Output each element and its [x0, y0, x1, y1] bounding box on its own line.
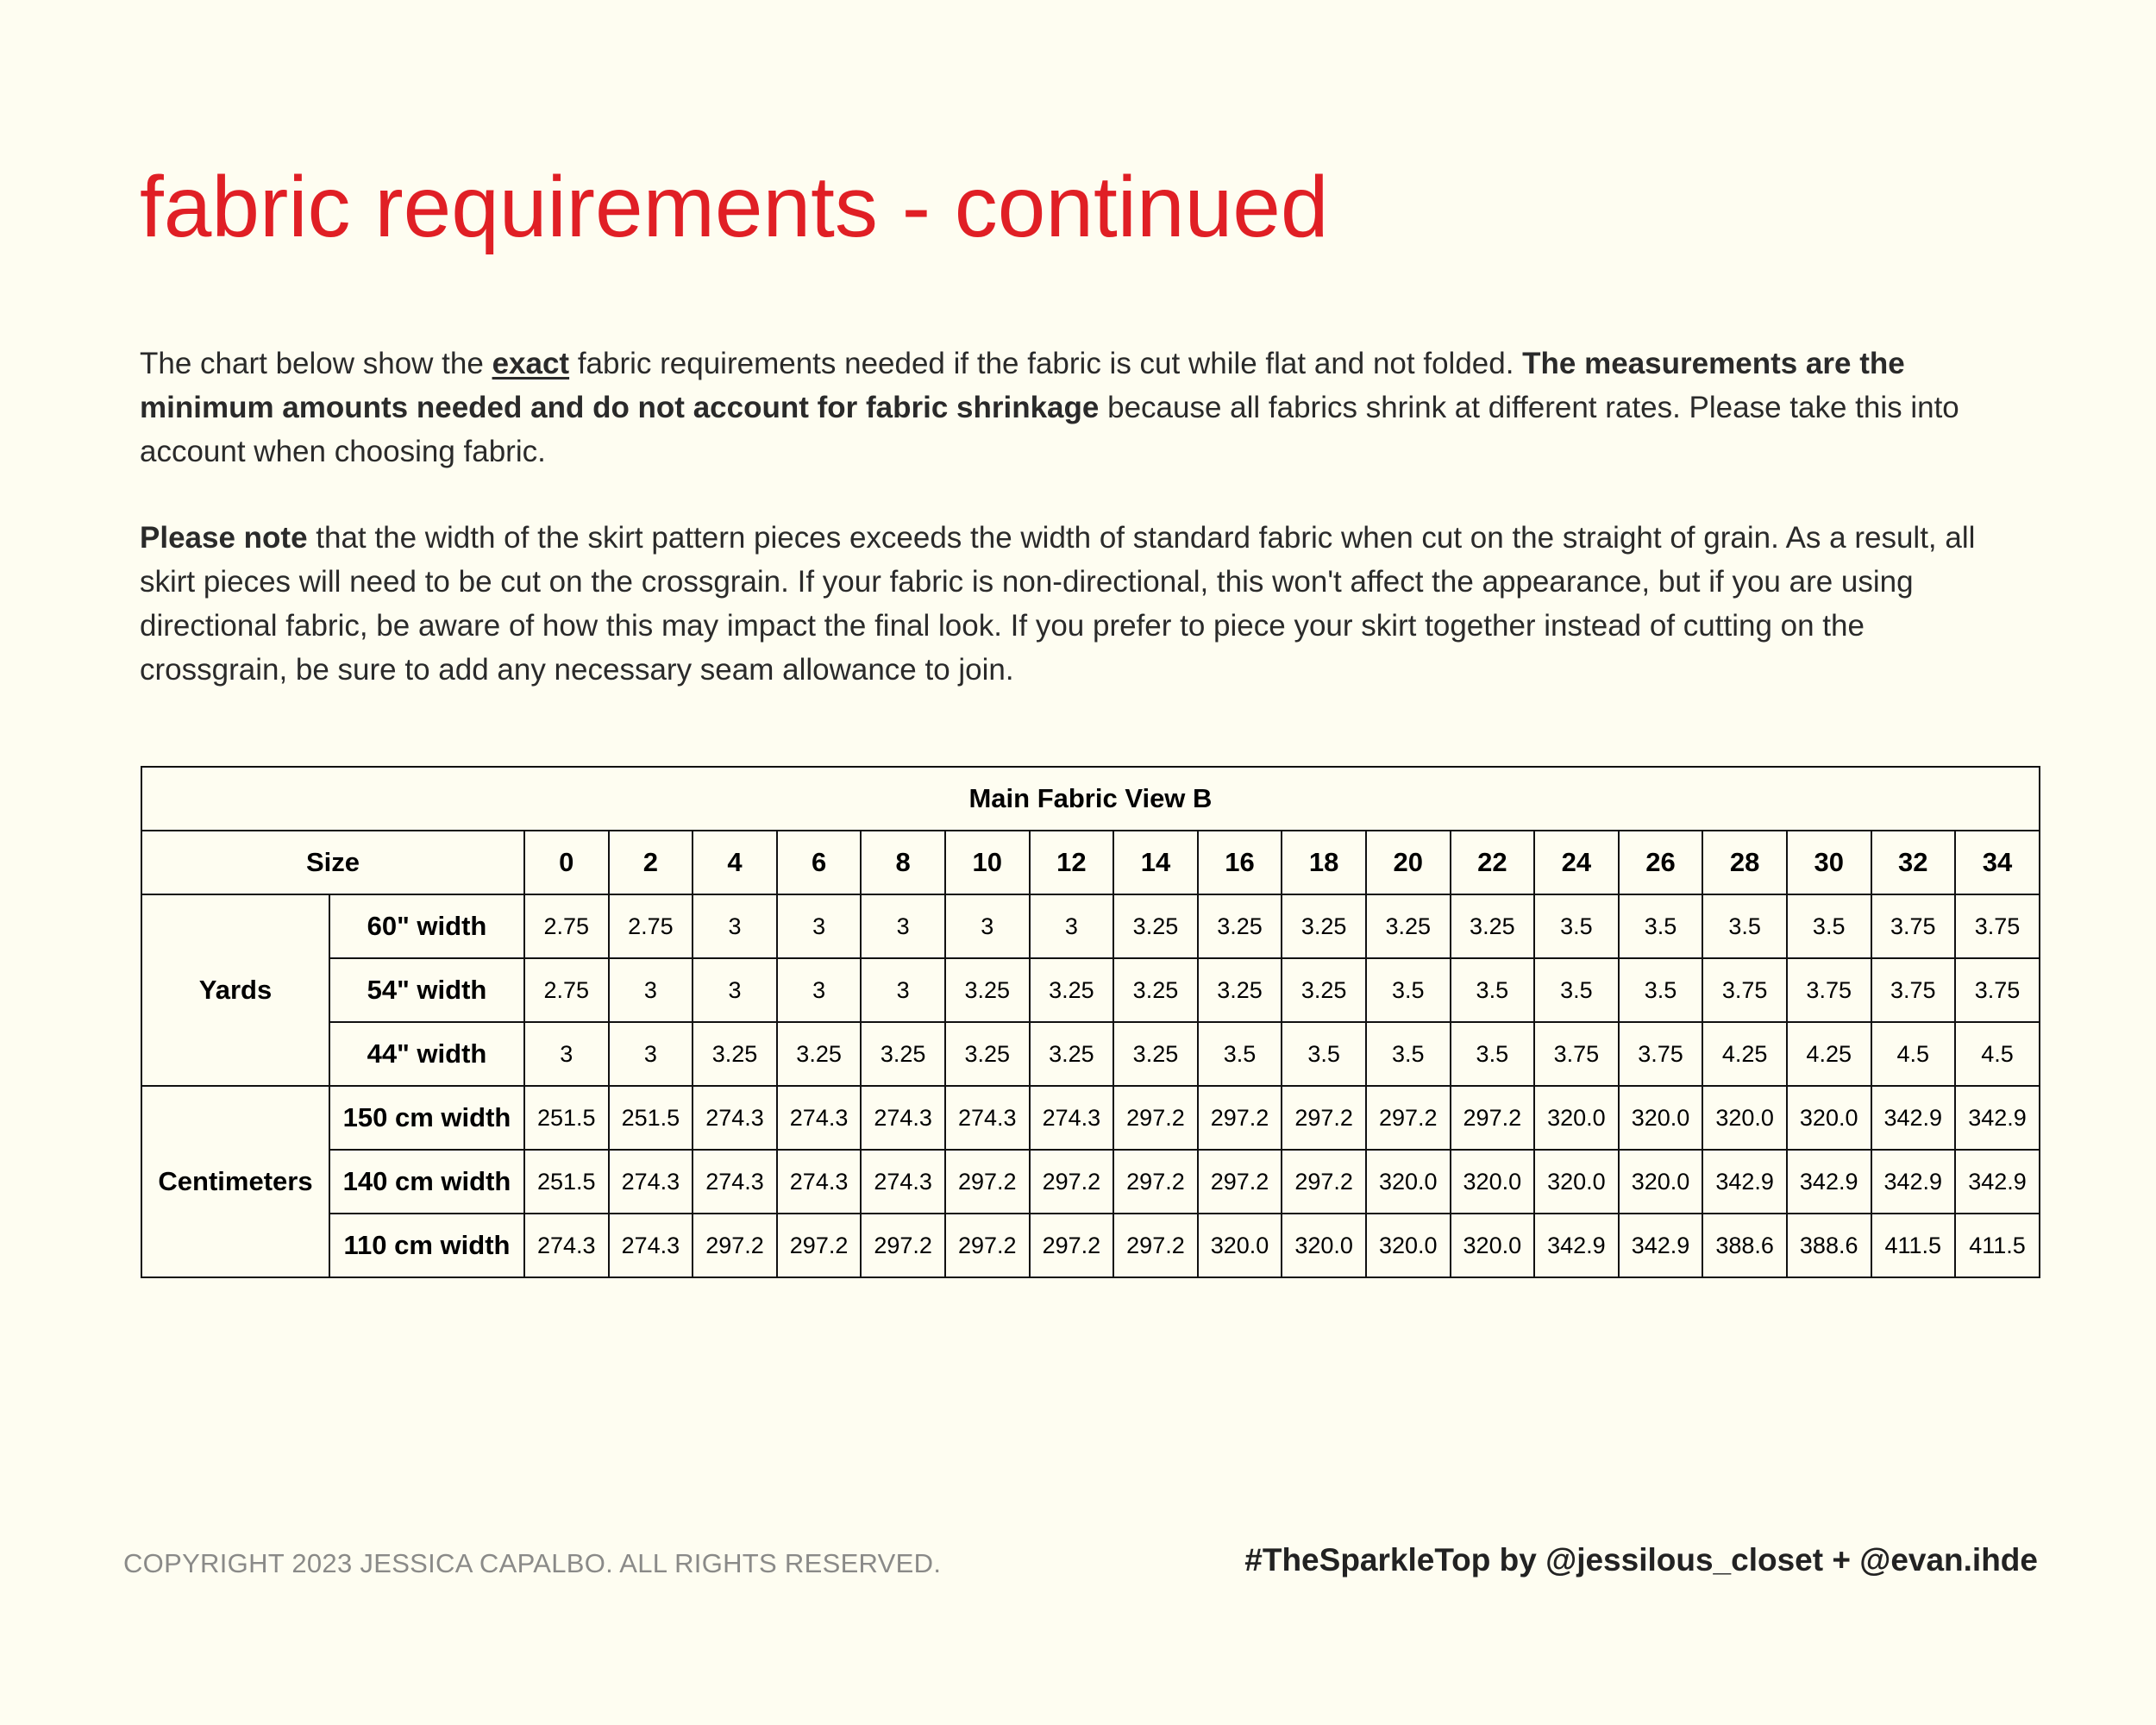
table-cell: 3.25	[945, 958, 1030, 1022]
table-cell: 274.3	[945, 1086, 1030, 1150]
table-cell: 274.3	[777, 1150, 862, 1214]
table-cell: 274.3	[693, 1086, 777, 1150]
table-cell: 3	[609, 958, 693, 1022]
table-cell: 274.3	[777, 1086, 862, 1150]
table-cell: 320.0	[1534, 1086, 1619, 1150]
table-cell: 3.5	[1451, 958, 1535, 1022]
table-cell: 297.2	[1113, 1086, 1198, 1150]
table-cell: 342.9	[1955, 1150, 2040, 1214]
table-caption: Main Fabric View B	[141, 767, 2040, 831]
table-cell: 3.5	[1534, 894, 1619, 958]
table-cell: 274.3	[524, 1214, 609, 1277]
table-cell: 388.6	[1702, 1214, 1787, 1277]
table-cell: 3.5	[1534, 958, 1619, 1022]
table-cell: 274.3	[609, 1214, 693, 1277]
fabric-width-label: 60" width	[329, 894, 524, 958]
table-cell: 3.25	[1198, 894, 1282, 958]
size-header-cell: 22	[1451, 831, 1535, 894]
table-cell: 342.9	[1871, 1086, 1956, 1150]
table-cell: 297.2	[1113, 1150, 1198, 1214]
table-cell: 3	[777, 958, 862, 1022]
table-cell: 3.25	[1113, 894, 1198, 958]
table-cell: 320.0	[1787, 1086, 1871, 1150]
table-cell: 3.75	[1871, 958, 1956, 1022]
table-cell: 3.75	[1787, 958, 1871, 1022]
table-cell: 3.25	[1030, 1022, 1114, 1086]
table-cell: 274.3	[861, 1150, 945, 1214]
table-cell: 3	[524, 1022, 609, 1086]
table-cell: 342.9	[1534, 1214, 1619, 1277]
credit-line: #TheSparkleTop by @jessilous_closet + @evan.ihde	[1244, 1542, 2038, 1578]
table-cell: 274.3	[1030, 1086, 1114, 1150]
table-cell: 320.0	[1282, 1214, 1366, 1277]
size-header-cell: 4	[693, 831, 777, 894]
table-cell: 3.25	[693, 1022, 777, 1086]
table-cell: 297.2	[1198, 1086, 1282, 1150]
table-cell: 297.2	[777, 1214, 862, 1277]
table-row	[141, 1086, 2040, 1150]
intro-text-1: The chart below show the	[140, 347, 492, 380]
table-cell: 3.5	[1282, 1022, 1366, 1086]
table-cell: 388.6	[1787, 1214, 1871, 1277]
fabric-width-label: 150 cm width	[329, 1086, 524, 1150]
intro-text-3: because all fabrics shrink at different rates. Please take this into account when choosing fabric.	[140, 391, 1959, 468]
table-cell: 3.5	[1787, 894, 1871, 958]
table-cell: 3.5	[1619, 894, 1703, 958]
table-cell: 342.9	[1787, 1150, 1871, 1214]
table-cell: 3.25	[1030, 958, 1114, 1022]
table-cell: 3.75	[1702, 958, 1787, 1022]
table-cell: 4.25	[1787, 1022, 1871, 1086]
table-cell: 3.75	[1955, 958, 2040, 1022]
table-cell: 3.25	[1366, 894, 1451, 958]
table-cell: 3	[945, 894, 1030, 958]
note-paragraph	[140, 516, 2011, 692]
table-row	[141, 958, 2040, 1022]
table-cell: 3	[861, 894, 945, 958]
table-cell: 251.5	[524, 1150, 609, 1214]
table-cell: 3.75	[1619, 1022, 1703, 1086]
table-cell: 342.9	[1702, 1150, 1787, 1214]
table-cell: 320.0	[1366, 1150, 1451, 1214]
table-cell: 3.75	[1955, 894, 2040, 958]
table-row	[141, 1214, 2040, 1277]
table-cell: 3.25	[1282, 894, 1366, 958]
note-label: Please note	[140, 521, 308, 555]
table-cell: 320.0	[1619, 1086, 1703, 1150]
table-cell: 3.25	[945, 1022, 1030, 1086]
table-cell: 320.0	[1451, 1214, 1535, 1277]
table-cell: 342.9	[1955, 1086, 2040, 1150]
table-cell: 411.5	[1871, 1214, 1956, 1277]
size-header-cell: 20	[1366, 831, 1451, 894]
table-cell: 3.25	[777, 1022, 862, 1086]
table-cell: 297.2	[861, 1214, 945, 1277]
table-cell: 342.9	[1619, 1214, 1703, 1277]
table-cell: 411.5	[1955, 1214, 2040, 1277]
table-row	[141, 894, 2040, 958]
table-cell: 3.25	[1113, 1022, 1198, 1086]
table-cell: 274.3	[693, 1150, 777, 1214]
size-header-cell: 24	[1534, 831, 1619, 894]
table-cell: 3	[861, 958, 945, 1022]
table-row	[141, 1150, 2040, 1214]
table-cell: 297.2	[1282, 1086, 1366, 1150]
table-cell: 297.2	[1030, 1150, 1114, 1214]
size-header-cell: 16	[1198, 831, 1282, 894]
size-header-cell: 2	[609, 831, 693, 894]
unit-group-label: Centimeters	[141, 1086, 329, 1277]
table-cell: 2.75	[609, 894, 693, 958]
table-cell: 3.5	[1366, 958, 1451, 1022]
table-cell: 320.0	[1534, 1150, 1619, 1214]
table-cell: 4.5	[1955, 1022, 2040, 1086]
table-cell: 297.2	[693, 1214, 777, 1277]
table-cell: 297.2	[1030, 1214, 1114, 1277]
table-cell: 3.25	[1451, 894, 1535, 958]
fabric-width-label: 54" width	[329, 958, 524, 1022]
table-cell: 297.2	[945, 1214, 1030, 1277]
table-row	[141, 1022, 2040, 1086]
fabric-width-label: 44" width	[329, 1022, 524, 1086]
table-cell: 297.2	[1198, 1150, 1282, 1214]
table-caption-row	[141, 767, 2040, 831]
intro-emphasis-exact: exact	[492, 347, 570, 380]
table-cell: 3.5	[1619, 958, 1703, 1022]
table-cell: 3	[693, 894, 777, 958]
table-cell: 3.5	[1702, 894, 1787, 958]
size-header-cell: 8	[861, 831, 945, 894]
table-cell: 320.0	[1451, 1150, 1535, 1214]
table-cell: 251.5	[609, 1086, 693, 1150]
table-cell: 251.5	[524, 1086, 609, 1150]
intro-bold-note: The measurements are the minimum amounts needed and do not account for fabric shrinkage	[140, 347, 1905, 424]
intro-text-2: fabric requirements needed if the fabric is cut while flat and not folded.	[569, 347, 1523, 380]
table-cell: 3.75	[1871, 894, 1956, 958]
size-header-cell: 26	[1619, 831, 1703, 894]
table-cell: 3.25	[861, 1022, 945, 1086]
table-cell: 297.2	[1282, 1150, 1366, 1214]
fabric-width-label: 140 cm width	[329, 1150, 524, 1214]
fabric-width-label: 110 cm width	[329, 1214, 524, 1277]
table-cell: 3.75	[1534, 1022, 1619, 1086]
copyright-notice: COPYRIGHT 2023 JESSICA CAPALBO. ALL RIGHTS RESERVED.	[123, 1548, 942, 1578]
unit-group-label: Yards	[141, 894, 329, 1086]
size-header-cell: 10	[945, 831, 1030, 894]
table-cell: 3.5	[1366, 1022, 1451, 1086]
table-cell: 320.0	[1702, 1086, 1787, 1150]
table-cell: 3.25	[1198, 958, 1282, 1022]
size-header-cell: 18	[1282, 831, 1366, 894]
size-header-cell: 32	[1871, 831, 1956, 894]
table-cell: 320.0	[1366, 1214, 1451, 1277]
intro-paragraph	[140, 342, 2011, 474]
size-header-cell: 28	[1702, 831, 1787, 894]
size-header-cell: 6	[777, 831, 862, 894]
size-header-label: Size	[141, 831, 524, 894]
size-header-cell: 0	[524, 831, 609, 894]
table-cell: 3	[693, 958, 777, 1022]
table-cell: 3	[1030, 894, 1114, 958]
table-cell: 3.5	[1198, 1022, 1282, 1086]
size-header-cell: 34	[1955, 831, 2040, 894]
table-cell: 320.0	[1619, 1150, 1703, 1214]
note-text: that the width of the skirt pattern pieces exceeds the width of standard fabric when cut on the straight of grain. As a result, all skirt pieces will need to be cut on the crossgrain. If your fabric is non-directional, this won't affect the appearance, but if you are using directional fabric, be aware of how this may impact the final look. If you prefer to piece your skirt together instead of cutting on the crossgrain, be sure to add any necessary seam allowance to join.	[140, 521, 1976, 687]
table-cell: 2.75	[524, 894, 609, 958]
page-title: fabric requirements - continued	[140, 159, 1329, 255]
table-cell: 2.75	[524, 958, 609, 1022]
size-header-cell: 14	[1113, 831, 1198, 894]
table-cell: 297.2	[945, 1150, 1030, 1214]
table-cell: 297.2	[1113, 1214, 1198, 1277]
table-cell: 342.9	[1871, 1150, 1956, 1214]
table-cell: 274.3	[609, 1150, 693, 1214]
table-cell: 4.25	[1702, 1022, 1787, 1086]
table-cell: 3.5	[1451, 1022, 1535, 1086]
table-cell: 3	[777, 894, 862, 958]
fabric-requirements-table	[141, 766, 2040, 1278]
size-header-cell: 12	[1030, 831, 1114, 894]
table-cell: 274.3	[861, 1086, 945, 1150]
table-cell: 3	[609, 1022, 693, 1086]
size-header-cell: 30	[1787, 831, 1871, 894]
table-cell: 320.0	[1198, 1214, 1282, 1277]
table-cell: 4.5	[1871, 1022, 1956, 1086]
table-cell: 297.2	[1451, 1086, 1535, 1150]
size-header-row	[141, 831, 2040, 894]
table-cell: 297.2	[1366, 1086, 1451, 1150]
table-cell: 3.25	[1282, 958, 1366, 1022]
table-cell: 3.25	[1113, 958, 1198, 1022]
